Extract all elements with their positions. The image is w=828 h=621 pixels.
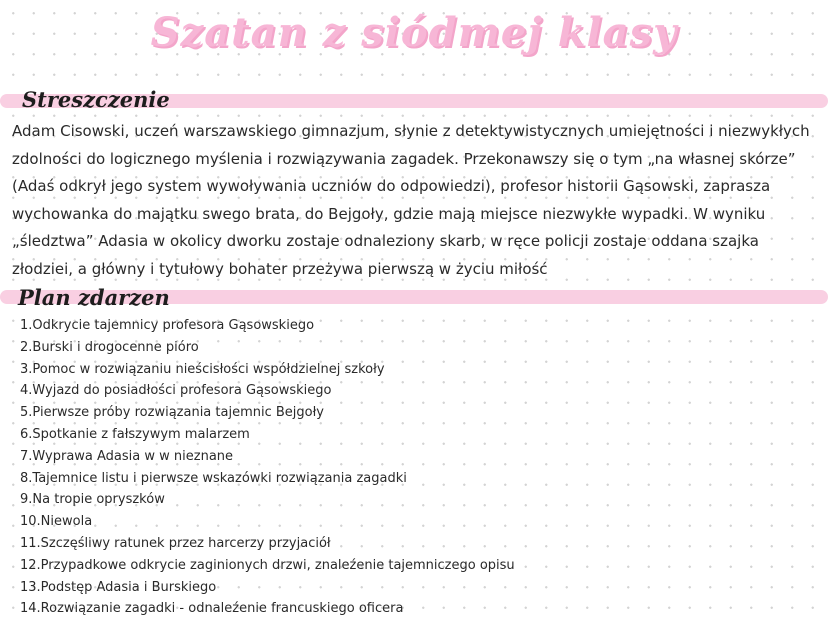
page-title: Szatan z siódmej klasy	[150, 9, 678, 56]
plan-item: 13.Podstęp Adasia i Burskiego	[20, 579, 217, 595]
summary-heading: Streszczenie	[22, 87, 170, 112]
plan-item: 6.Spotkanie z fałszywym malarzem	[20, 426, 250, 442]
plan-item: 12.Przypadkowe odkrycie zaginionych drzwi, znaleźenie tajemniczego opisu	[20, 557, 515, 573]
plan-item: 4.Wyjazd do posiadłości profesora Gąsowskiego	[20, 383, 332, 399]
plan-item: 9.Na tropie opryszków	[20, 492, 165, 508]
plan-item: 11.Szczęśliwy ratunek przez harcerzy przyjaciół	[20, 535, 331, 551]
plan-item: 10.Niewola	[20, 514, 93, 530]
plan-item: 14.Rozwiązanie zagadki - odnaleźenie francuskiego oficera	[20, 601, 404, 617]
plan-item: 8.Tajemnice listu i pierwsze wskazówki rozwiązania zagadki	[20, 470, 407, 486]
plan-list	[20, 315, 800, 620]
plan-item: 3.Pomoc w rozwiązaniu nieścisłości współdzielnej szkoły	[20, 361, 385, 377]
plan-item: 2.Burski i drogocenne pióro	[20, 339, 199, 355]
plan-heading: Plan zdarzen	[18, 285, 170, 310]
plan-item: 7.Wyprawa Adasia w w nieznane	[20, 448, 234, 464]
plan-item: 5.Pierwsze próby rozwiązania tajemnic Bejgoły	[20, 405, 324, 421]
plan-item: 1.Odkrycie tajemnicy profesora Gąsowskiego	[20, 318, 315, 333]
summary-text: Adam Cisowski, uczeń warszawskiego gimnazjum, słynie z detektywistycznych umiejętności i niezwykłych zdolności do logicznego myślenia i rozwiązywania zagadek. Przekonawszy się o tym „na własnej skórze” (Adaś odkrył jego system wywoływania uczniów do odpowiedzi), profesor historii Gąsowski, zaprasza wychowanka do majątku swego brata, do Bejgoły, gdzie mają miejsce niezwykłe wypadki. W wyniku „śledztwa” Adasia w okolicy dworku zostaje odnaleziony skarb, w ręce policji zostaje oddana szajka złodziei, a główny i tytułowy bohater przeżywa pierwszą w życiu miłość	[12, 122, 810, 278]
